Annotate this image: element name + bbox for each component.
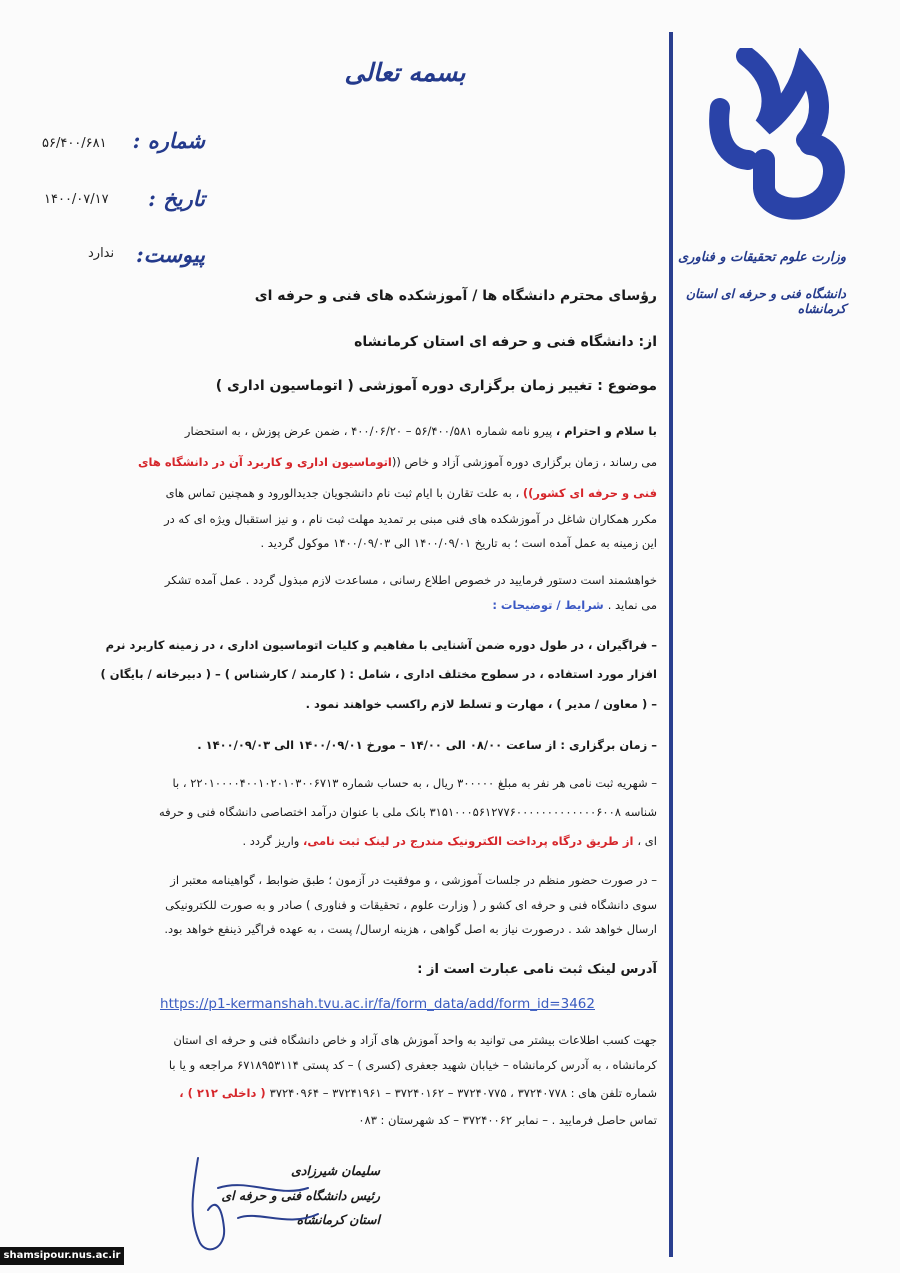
- date-value: ۱۴۰۰/۰۷/۱۷: [44, 192, 109, 207]
- signatory-province: استان کرمانشاه: [296, 1212, 380, 1227]
- paragraph-2-line-1: خواهشمند است دستور فرمایید در خصوص اطلاع رسانی ، مساعدت لازم مبذول گردد . عمل آمده تشکر: [164, 573, 657, 587]
- paragraph-2-line-2: می نماید . شرایط / توضیحات :: [492, 598, 657, 612]
- info-line-2: کرمانشاه ، به آدرس کرمانشاه – خیابان شهید جعفری (کسری ) – کد پستی ۶۷۱۸۹۵۳۱۱۴ مراجعه و یا با: [168, 1058, 657, 1072]
- signatory-title: رئیس دانشگاه فنی و حرفه ای: [221, 1188, 380, 1203]
- paragraph-1-line-3: فنی و حرفه ای کشور)) ، به علت تقارن با ایام ثبت نام دانشجویان جدیدالورود و همچنین تماس های: [165, 486, 657, 500]
- condition-1-line-1: – فراگیران ، در طول دوره ضمن آشنایی با مفاهیم و کلیات اتوماسیون اداری ، در زمینه کاربرد نرم: [105, 638, 657, 652]
- condition-4-line-1: – در صورت حضور منظم در جلسات آموزشی ، و موفقیت در آزمون ؛ طبق ضوابط ، گواهینامه معتبر از: [170, 873, 657, 887]
- date-label: تاریخ :: [148, 186, 205, 211]
- letter-sender: از: دانشگاه فنی و حرفه ای استان کرمانشاه: [354, 334, 657, 350]
- ministry-name: وزارت علوم تحقیقات و فناوری: [677, 250, 846, 265]
- attachment-value: ندارد: [88, 246, 115, 261]
- course-title-highlight-end: فنی و حرفه ای کشور)): [522, 486, 657, 500]
- basmala: بسمه تعالی: [344, 58, 466, 87]
- info-line-3: [179, 1086, 657, 1100]
- condition-1-line-2: افزار مورد استفاده ، در سطوح مختلف اداری ، شامل : ( کارمند / کارشناس ) – ( دبیرخانه / بایگان ): [100, 667, 657, 681]
- number-value: ۵۶/۴۰۰/۶۸۱: [42, 136, 107, 151]
- paragraph-1-line-5: این زمینه به عمل آمده است ؛ به تاریخ ۱۴۰۰/۰۹/۰۱ الی ۱۴۰۰/۰۹/۰۳ موکول گردید .: [260, 536, 657, 550]
- info-line-1: جهت کسب اطلاعات بیشتر می توانید به واحد آموزش های آزاد و خاص دانشگاه فنی و حرفه ای استان: [173, 1033, 657, 1047]
- info-line-4: تماس حاصل فرمایید . – نمابر ۳۷۲۴۰۰۶۲ – کد شهرستان : ۰۸۳: [358, 1113, 657, 1127]
- letter-subject: موضوع : تغییر زمان برگزاری دوره آموزشی ( اتوماسیون اداری ): [215, 378, 657, 394]
- payment-gateway-highlight: از طریق درگاه پرداخت الکترونیک مندرج در لینک ثبت نامی،: [303, 834, 638, 848]
- number-label: شماره :: [132, 128, 205, 153]
- condition-4-line-2: سوی دانشگاه فنی و حرفه ای کشو ر ( وزارت علوم ، تحقیقات و فناوری ) صادر و به صورت للکترونیکی: [165, 898, 657, 912]
- condition-4-line-3: ارسال خواهد شد . درصورت نیاز به اصل گواهی ، هزینه ارسال/ پست ، به عهده فراگیر ذینفع خواهد بود.: [164, 922, 657, 936]
- conditions-heading: شرایط / توضیحات :: [492, 598, 608, 612]
- vertical-divider: [669, 32, 673, 1257]
- university-logo-icon: [706, 48, 846, 223]
- condition-3-line-3: ای ، از طریق درگاه پرداخت الکترونیک مندرج در لینک ثبت نامی، واریز گردد .: [242, 834, 657, 848]
- paragraph-1-line-2: می رساند ، زمان برگزاری دوره آموزشی آزاد و خاص ((اتوماسیون اداری و کاربرد آن در دانشگاه های: [138, 455, 657, 469]
- condition-2-schedule: – زمان برگزاری : از ساعت ۰۸/۰۰ الی ۱۴/۰۰ – مورخ ۱۴۰۰/۰۹/۰۱ الی ۱۴۰۰/۰۹/۰۳ .: [197, 738, 657, 752]
- university-name: دانشگاه فنی و حرفه ای استان کرمانشاه: [685, 286, 846, 316]
- registration-link[interactable]: https://p1-kermanshah.tvu.ac.ir/fa/form_data/add/form_id=3462: [160, 996, 595, 1012]
- extension-highlight: ( داخلی ۲۱۲ ) ،: [179, 1086, 270, 1100]
- course-title-highlight: اتوماسیون اداری و کاربرد آن در دانشگاه های: [138, 455, 392, 469]
- paragraph-1-line-1: با سلام و احترام ، پیرو نامه شماره ۵۶/۴۰۰/۵۸۱ – ۴۰۰/۰۶/۲۰ ، ضمن عرض پوزش ، به استحضار: [184, 424, 657, 438]
- letter-recipient: رؤسای محترم دانشگاه ها / آموزشکده های فنی و حرفه ای: [254, 288, 657, 304]
- condition-1-line-3: – ( معاون / مدیر ) ، مهارت و تسلط لازم راکسب خواهند نمود .: [305, 697, 657, 711]
- watermark-banner: shamsipour.nus.ac.ir: [0, 1247, 124, 1265]
- condition-3-line-2: شناسه ۳۱۵۱۰۰۰۵۶۱۲۷۷۶۰۰۰۰۰۰۰۰۰۰۰۰۰۶۰۰۸ بانک ملی با عنوان درآمد اختصاصی دانشگاه فنی و حرفه: [158, 805, 657, 819]
- signatory-name: سلیمان شیرزادی: [291, 1163, 380, 1178]
- registration-link-label: آدرس لینک ثبت نامی عبارت است از :: [417, 962, 657, 977]
- handwritten-signature-icon: [178, 1148, 328, 1258]
- paragraph-1-line-4: مکرر همکاران شاغل در آموزشکده های فنی مبنی بر تمدید مهلت ثبت نام ، و نیز استقبال ویژه ای که در: [164, 512, 657, 526]
- attachment-label: پیوست:: [136, 242, 205, 267]
- greeting: با سلام و احترام ،: [555, 424, 657, 438]
- phone-numbers: شماره تلفن های : ۳۷۲۴۰۷۷۸ ، ۳۷۲۴۰۷۷۵ – ۳۷۲۴۰۱۶۲ – ۳۷۲۴۱۹۶۱ – ۳۷۲۴۰۹۶۴: [269, 1086, 657, 1100]
- condition-3-line-1: – شهریه ثبت نامی هر نفر به مبلغ ۳۰۰۰۰۰ ریال ، به حساب شماره ۲۲۰۱۰۰۰۰۴۰۰۱۰۲۰۱۰۳۰۰۶۷۱۳ ، با: [172, 776, 657, 790]
